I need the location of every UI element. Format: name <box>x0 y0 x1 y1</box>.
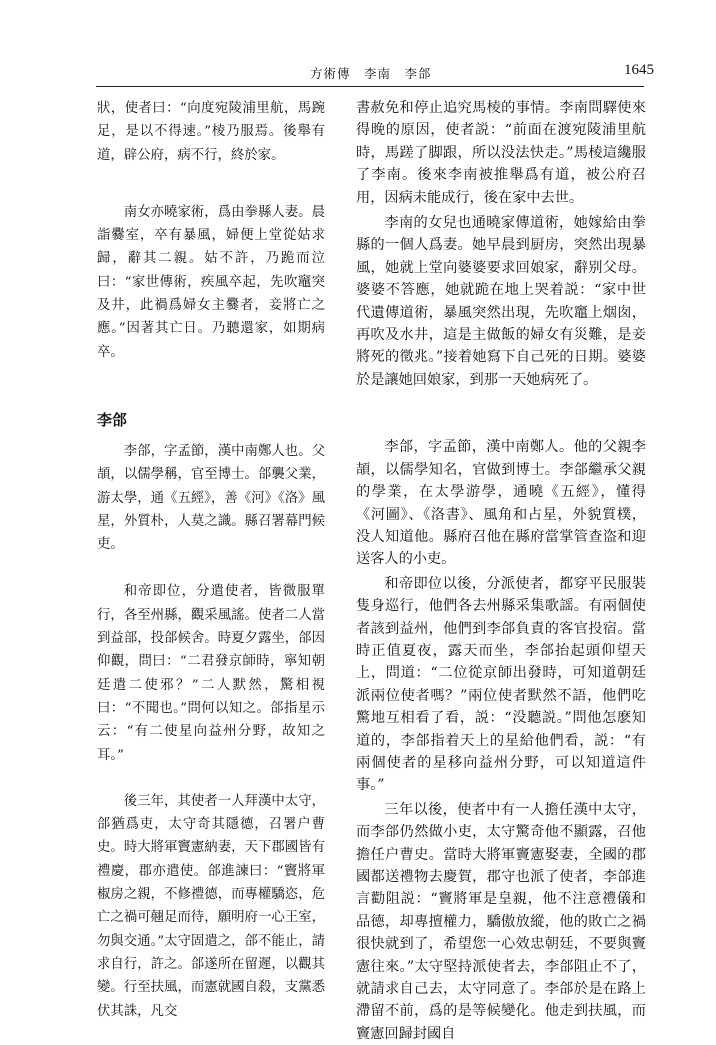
paragraph-li-nan-end-translation: 書赦免和停止追究馬棱的事情。李南問驛使來得晚的原因，使者説：“前面在渡宛陵浦里航時，馬蹉了脚跟，所以没法快走。”馬棱這纔服了李南。後來李南被推舉爲有道，被公府召用，因病未能成行，後在家中去世。 <box>356 100 646 206</box>
page-number: 1645 <box>624 62 654 78</box>
paragraph-three-years-later-translation: 三年以後，使者中有一人擔任漢中太守，而李郃仍然做小吏，太守驚奇他不顯露，召他擔任户曹史。當時大將軍竇憲娶妻，全國的郡國都送禮物去慶賀，郡守也派了使者，李郃進言勸阻説：“竇將軍是皇親，他不注意禮儀和品德，却專擅權力，驕傲放縱，他的敗亡之禍很快就到了，希望您一心效忠朝廷，不要與竇憲往來。”太守堅持派使者去，李郃阻止不了，就請求自己去，太守同意了。李郃於是在路上滯留不前，爲的是等候變化。他走到扶風，而竇憲回歸封國自 <box>356 801 646 1042</box>
paragraph-li-ge-intro: 李郃，字孟節，漢中南鄭人也。父頡，以儒學稱，官至博士。郃襲父業，游太學，通《五經》，善《河》《洛》風星，外質朴，人莫之識。縣召署幕門候吏。 <box>97 443 325 553</box>
paragraph-envoys-translation: 和帝即位以後，分派使者，都穿平民服裝隻身巡行，他們各去州縣采集歌謡。有兩個使者該到益州，他們到李郃負責的客官投宿。當時正值夏夜，露天而坐，李郃抬起頭仰望天上，問道：“二位從京師出發時，可知道朝廷派兩位使者嗎？”兩位使者默然不語，他們吃驚地互相看了看，説：“没聽説。”問他怎麽知道的，李郃指着天上的星給他們看，説：“有兩個使者的星移向益州分野，可以知道這件事。” <box>356 575 646 794</box>
paragraph-envoys: 和帝即位，分遣使者，皆微服單行，各至州縣，觀采風謠。使者二人當到益部，投郃候舍。時夏夕露坐，郃因仰觀，問曰：“二君發京師時，寧知朝廷遣二使邪？”二人默然，驚相視曰：“不聞也。”問何以知之。郃指星示云：“有二使星向益州分野，故知之耳。” <box>97 584 325 763</box>
header-rule <box>96 86 644 87</box>
translation-column <box>356 97 646 1045</box>
paragraph-li-nan-end: 狀，使者曰：“向度宛陵浦里航，馬踠足，是以不得速。”棱乃服焉。後舉有道，辟公府，病不行，終於家。 <box>97 101 325 163</box>
paragraph-li-nan-daughter: 南女亦曉家術，爲由拳縣人妻。晨詣爨室，卒有暴風，婦便上堂從姑求歸，辭其二親。姑不許，乃跪而泣曰：“家世傳術，疾風卒起，先吹竈突及井，此禍爲婦女主爨者，妾將亡之應。”因著其亡日。乃聽還家，如期病卒。 <box>97 204 325 360</box>
running-title: 方術傳 李南 李郃 <box>310 66 432 81</box>
paragraph-li-nan-daughter-translation: 李南的女兒也通曉家傳道術，她嫁給由拳縣的一個人爲妻。她早晨到厨房，突然出現暴風，她就上堂向婆婆要求回娘家，辭别父母。婆婆不答應，她就跪在地上哭着説：“家中世代遺傳道術，暴風突然出現，先吹竈上烟囱，再吹及水井，這是主做飯的婦女有災難，是妾將死的徵兆。”接着她寫下自己死的日期。婆婆於是讓她回娘家，到那一天她病死了。 <box>356 215 646 388</box>
section-heading-li-ge: 李郃 <box>97 410 128 429</box>
page-header <box>0 62 716 84</box>
paragraph-three-years-later: 後三年，其使者一人拜漢中太守，郃猶爲吏，太守奇其隱德，召署户曹史。時大將軍竇憲納妻，天下郡國皆有禮慶，郡亦遣使。郃進諫曰：“竇將軍椒房之親，不修禮德，而專權驕恣，危亡之禍可翹足而待，願明府一心王室，勿與交通。”太守固遣之，郃不能止，請求自行，許之。郃遂所在留遲，以觀其變。行至扶風，而憲就國自殺，支黨悉伏其誅，凡交 <box>97 793 325 1019</box>
paragraph-li-ge-intro-translation: 李郃，字孟節，漢中南鄭人。他的父親李頡，以儒學知名，官做到博士。李郃繼承父親的學業，在太學游學，通曉《五經》，懂得《河圖》、《洛書》、風角和占星，外貌質樸，没人知道他。縣府召他在縣府當掌管查盗和迎送客人的小吏。 <box>356 439 646 568</box>
classical-text-column <box>97 97 325 1023</box>
